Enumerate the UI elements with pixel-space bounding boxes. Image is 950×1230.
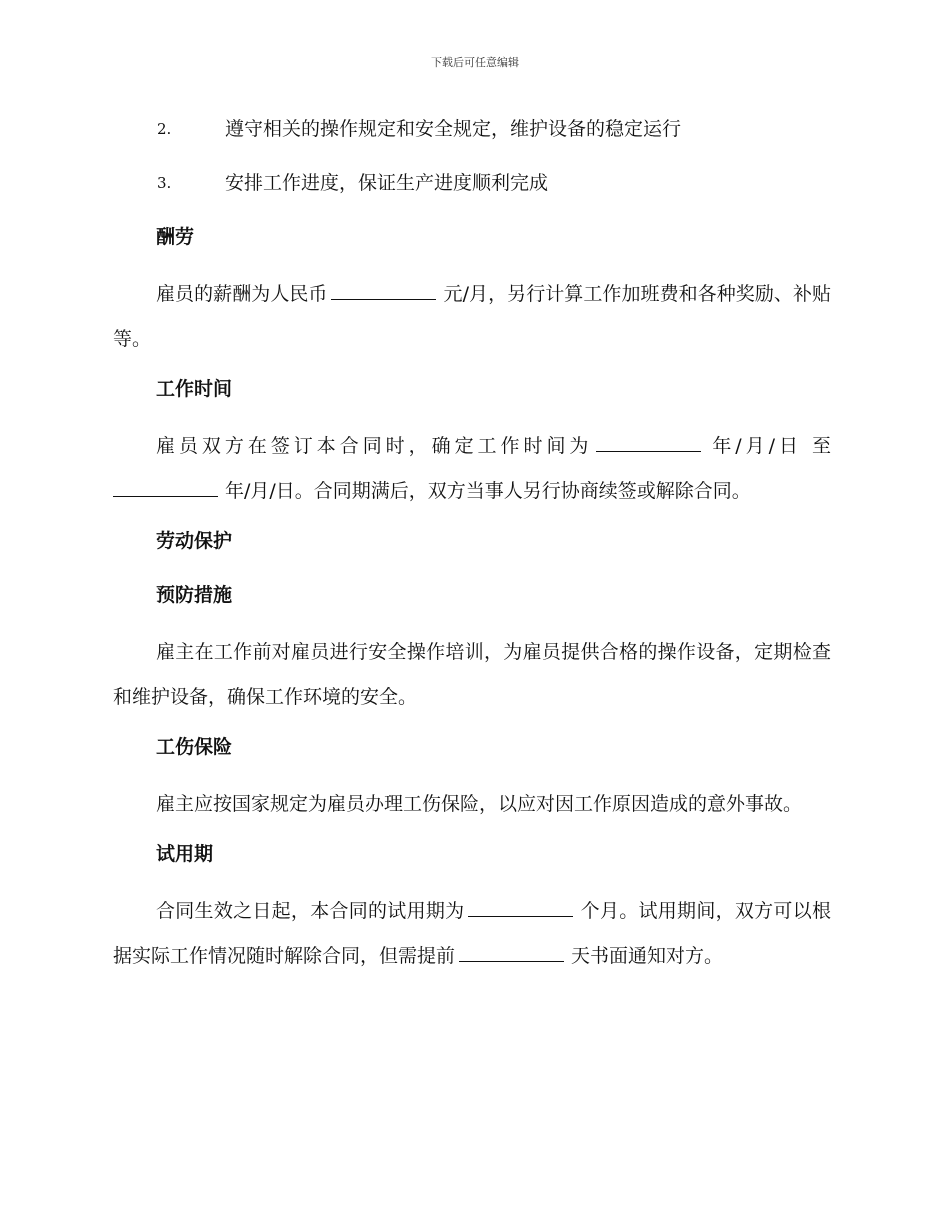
work-time-paragraph [113, 424, 831, 514]
document-body [113, 110, 831, 987]
list-item-text: 安排工作进度，保证生产进度顺利完成 [225, 172, 549, 194]
probation-months-blank[interactable] [468, 898, 573, 917]
salary-text-2: 元/月，另行计算工作加班费和各种奖励、补贴等。 [113, 283, 831, 350]
work-time-text-1: 雇员双方在签订本合同时，确定工作时间为 [156, 435, 593, 457]
section-heading-prevention: 预防措施 [156, 584, 233, 606]
salary-paragraph [113, 272, 831, 362]
probation-paragraph [113, 889, 831, 979]
end-date-blank[interactable] [113, 478, 218, 497]
notice-days-blank[interactable] [459, 943, 564, 962]
list-item-number: 3. [157, 174, 172, 192]
start-date-blank[interactable] [596, 433, 701, 452]
section-heading-salary: 酬劳 [156, 226, 195, 248]
list-item-text: 遵守相关的操作规定和安全规定，维护设备的稳定运行 [225, 118, 682, 140]
prevention-paragraph: 雇主在工作前对雇员进行安全操作培训，为雇员提供合格的操作设备，定期检查和维护设备，确保工作环境的安全。 [113, 641, 831, 708]
salary-amount-blank[interactable] [331, 281, 436, 300]
header-note: 下载后可任意编辑 [431, 56, 519, 69]
work-time-text-2: 年/月/日 至 [708, 435, 831, 457]
probation-text-2: 个月。试用期间，双方可以根据实际工作情况随时解除合同，但需提前 [113, 900, 831, 967]
probation-text-1: 合同生效之日起，本合同的试用期为 [156, 900, 465, 922]
section-heading-injury-insurance: 工伤保险 [156, 736, 233, 758]
section-heading-work-time: 工作时间 [156, 378, 233, 400]
probation-text-3: 天书面通知对方。 [571, 945, 724, 967]
list-item-number: 2. [157, 120, 172, 138]
section-heading-labor-protection: 劳动保护 [156, 530, 233, 552]
list-item [113, 110, 831, 164]
list-item [113, 164, 831, 218]
work-time-text-3: 年/月/日。合同期满后，双方当事人另行协商续签或解除合同。 [225, 480, 751, 502]
injury-insurance-paragraph: 雇主应按国家规定为雇员办理工伤保险，以应对因工作原因造成的意外事故。 [156, 793, 803, 815]
section-heading-probation: 试用期 [156, 843, 214, 865]
salary-text-1: 雇员的薪酬为人民币 [156, 283, 328, 305]
